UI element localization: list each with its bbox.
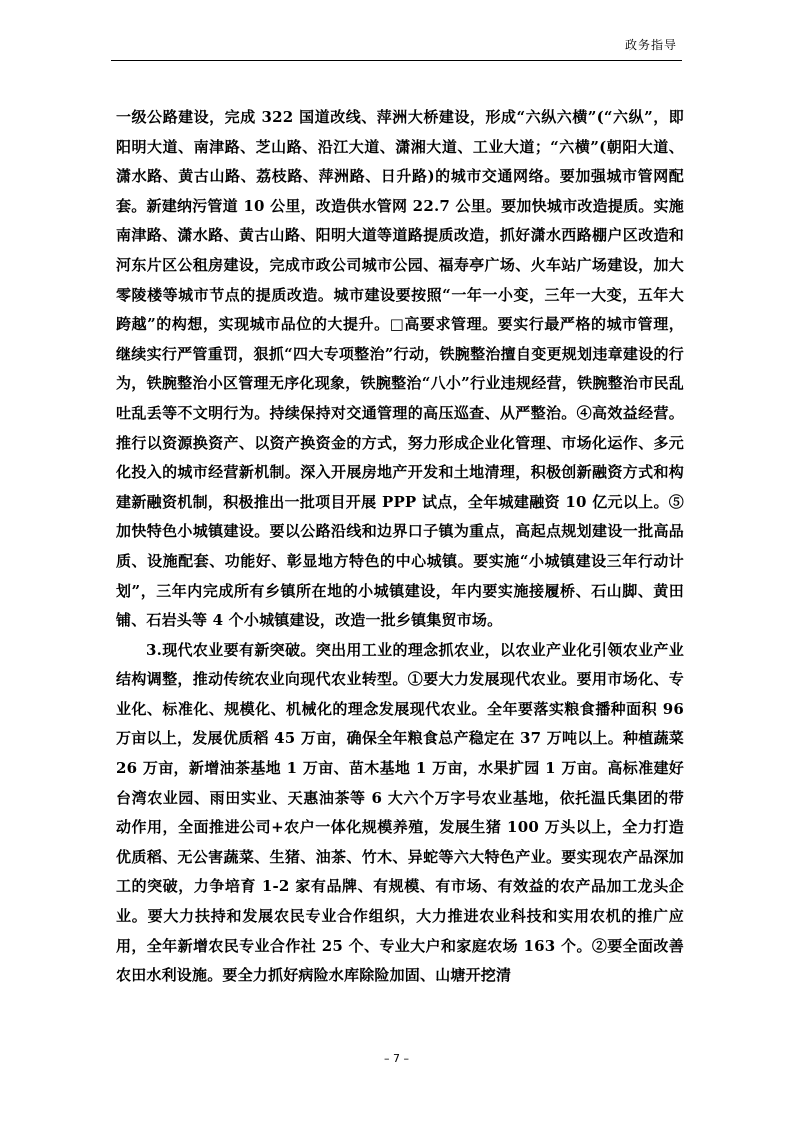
header-divider (111, 60, 682, 61)
document-body (116, 103, 684, 991)
page-number: – 7 – (384, 1052, 409, 1065)
paragraph-modern-agriculture: 3.现代农业要有新突破。突出用工业的理念抓农业，以农业产业化引领农业产业结构调整，推动传统农业向现代农业转型。①要大力发展现代农业。要用市场化、专业化、标准化、规模化、机械化的理念发展现代农业。全年要落实粮食播种面积 96 万亩以上，发展优质稻 45 万亩，确保全年粮食总产稳定在 37 万吨以上。种植蔬菜 26 万亩，新增油茶基地 1 万亩、苗木基地 1 万亩，水果扩园 1 万亩。高标准建好台湾农业园、雨田实业、天惠油茶等 6 大六个万字号农业基地，依托温氏集团的带动作用，全面推进公司+农户一体化规模养殖，发展生猪 100 万头以上，全力打造优质稻、无公害蔬菜、生猪、油茶、竹木、异蛇等六大特色产业。要实现农产品深加工的突破，力争培育 1-2 家有品牌、有规模、有市场、有效益的农产品加工龙头企业。要大力扶持和发展农民专业合作组织，大力推进农业科技和实用农机的推广应用，全年新增农民专业合作社 25 个、专业大户和家庭农场 163 个。②要全面改善农田水利设施。要全力抓好病险水库除险加固、山塘开挖清 (116, 640, 684, 985)
paragraph-urban-construction: 一级公路建设，完成 322 国道改线、萍洲大桥建设，形成“六纵六横”(“六纵”，即阳明大道、南津路、芝山路、沿江大道、潇湘大道、工业大道；“六横”(朝阳大道、潇水路、黄古山路、荔枝路、萍洲路、日升路)的城市交通网络。要加强城市管网配套。新建纳污管道 10 公里，改造供水管网 22.7 公里。要加快城市改造提质。实施南津路、潇水路、黄古山路、阳明大道等道路提质改造，抓好潇水西路棚户区改造和河东片区公租房建设，完成市政公司城市公园、福寿亭广场、火车站广场建设，加大零陵楼等城市节点的提质改造。城市建设要按照“一年一小变，三年一大变，五年大跨越”的构想，实现城市品位的大提升。□高要求管理。要实行最严格的城市管理，继续实行严管重罚，狠抓“四大专项整治”行动，铁腕整治擅自变更规划违章建设的行为，铁腕整治小区管理无序化现象，铁腕整治“八小”行业违规经营，铁腕整治市民乱吐乱丢等不文明行为。持续保持对交通管理的高压巡查、从严整治。④高效益经营。推行以资源换资产、以资产换资金的方式，努力形成企业化管理、市场化运作、多元化投入的城市经营新机制。深入开展房地产开发和土地清理，积极创新融资方式和构建新融资机制，积极推出一批项目开展 PPP 试点，全年城建融资 10 亿元以上。⑤加快特色小城镇建设。要以公路沿线和边界口子镇为重点，高起点规划建设一批高品质、设施配套、功能好、彰显地方特色的中心城镇。要实施“小城镇建设三年行动计划”，三年内完成所有乡镇所在地的小城镇建设，年内要实施接履桥、石山脚、黄田铺、石岩头等 4 个小城镇建设，改造一批乡镇集贸市场。 (116, 108, 684, 630)
running-header: 政务指导 (624, 38, 677, 52)
